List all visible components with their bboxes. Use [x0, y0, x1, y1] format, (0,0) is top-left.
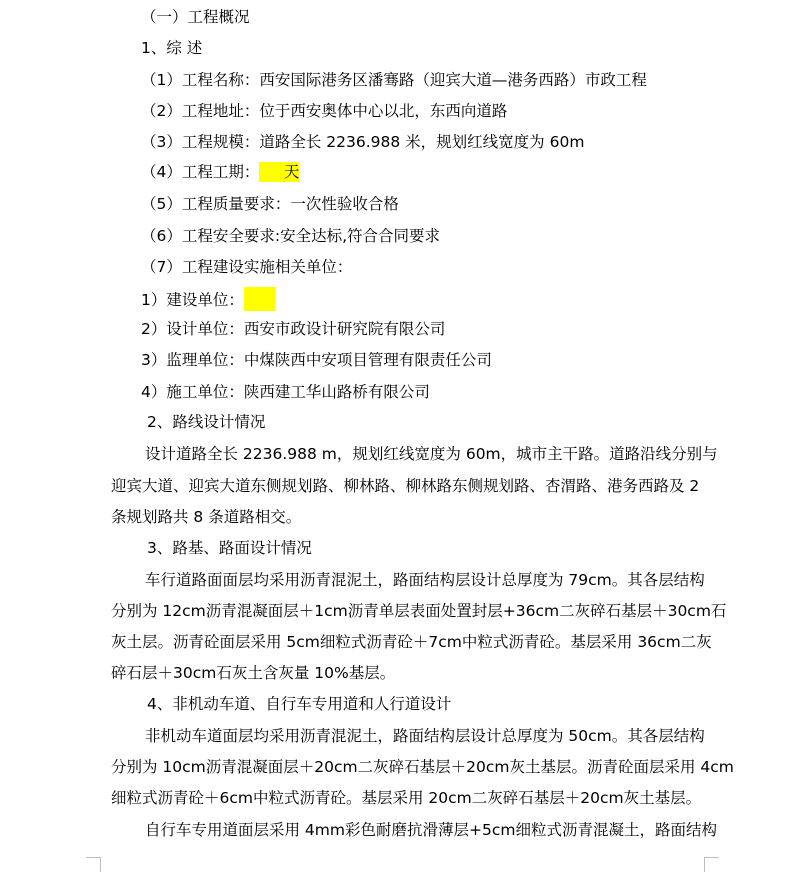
section-title: （一）工程概况: [141, 8, 250, 26]
paragraph-line: 自行车专用道面层采用 4mm彩色耐磨抗滑薄层+5cm细粒式沥青混凝土，路面结构: [145, 821, 717, 839]
page-corner-mark: [704, 857, 719, 872]
item-project-address: （2）工程地址：位于西安奥体中心以北，东西向道路: [141, 102, 508, 120]
item-project-name: （1）工程名称：西安国际港务区潘骞路（迎宾大道—港务西路）市政工程: [141, 71, 647, 89]
item-quality: （5）工程质量要求：一次性验收合格: [141, 195, 399, 213]
unit-supervisor: 3）监理单位：中煤陕西中安项目管理有限责任公司: [141, 351, 492, 369]
paragraph-line: 非机动车道面层均采用沥青混泥土，路面结构层设计总厚度为 50cm。其各层结构: [145, 727, 705, 745]
paragraph-line: 分别为 10cm沥青混凝面层＋20cm二灰碎石基层＋20cm灰土基层。沥青砼面层采用 4cm: [111, 758, 734, 776]
duration-unit: 天: [283, 163, 300, 181]
builder-label: 1）建设单位：: [141, 291, 244, 309]
unit-builder: [141, 287, 275, 311]
paragraph-line: 碎石层＋30cm石灰土含灰量 10%基层。: [111, 664, 396, 682]
paragraph-line: 条规划路共 8 条道路相交。: [111, 508, 302, 526]
paragraph-line: 迎宾大道、迎宾大道东侧规划路、柳林路、柳林路东侧规划路、杏渭路、港务西路及 2: [111, 477, 700, 495]
paragraph-line: 车行道路面面层均采用沥青混泥土，路面结构层设计总厚度为 79cm。其各层结构: [145, 571, 705, 589]
heading-route-design: 2、路线设计情况: [147, 413, 266, 431]
duration-highlight: [259, 162, 299, 182]
heading-nonmotor-design: 4、非机动车道、自行车专用道和人行道设计: [147, 695, 452, 713]
heading-overview: 1、综 述: [141, 39, 203, 57]
paragraph-line: 设计道路全长 2236.988 m，规划红线宽度为 60m，城市主干路。道路沿线分别与: [145, 445, 718, 463]
unit-designer: 2）设计单位：西安市政设计研究院有限公司: [141, 320, 446, 338]
paragraph-line: 分别为 12cm沥青混凝面层＋1cm沥青单层表面处置封层+36cm二灰碎石基层＋30cm石: [111, 602, 727, 620]
page-corner-mark: [86, 857, 101, 872]
item-units: （7）工程建设实施相关单位：: [141, 258, 353, 276]
item-project-scale: （3）工程规模：道路全长 2236.988 米，规划红线宽度为 60m: [141, 133, 585, 151]
paragraph-line: 灰土层。沥青砼面层采用 5cm细粒式沥青砼＋7cm中粒式沥青砼。基层采用 36cm二灰: [111, 633, 712, 651]
duration-label: （4）工程工期：: [141, 163, 260, 181]
paragraph-line: 细粒式沥青砼＋6cm中粒式沥青砼。基层采用 20cm二灰碎石基层＋20cm灰土基层。: [111, 789, 702, 807]
item-project-duration: [141, 162, 299, 182]
item-safety: （6）工程安全要求:安全达标,符合合同要求: [141, 227, 441, 245]
builder-highlight: [244, 287, 275, 311]
heading-pavement-design: 3、路基、路面设计情况: [147, 539, 312, 557]
unit-constructor: 4）施工单位：陕西建工华山路桥有限公司: [141, 383, 430, 401]
